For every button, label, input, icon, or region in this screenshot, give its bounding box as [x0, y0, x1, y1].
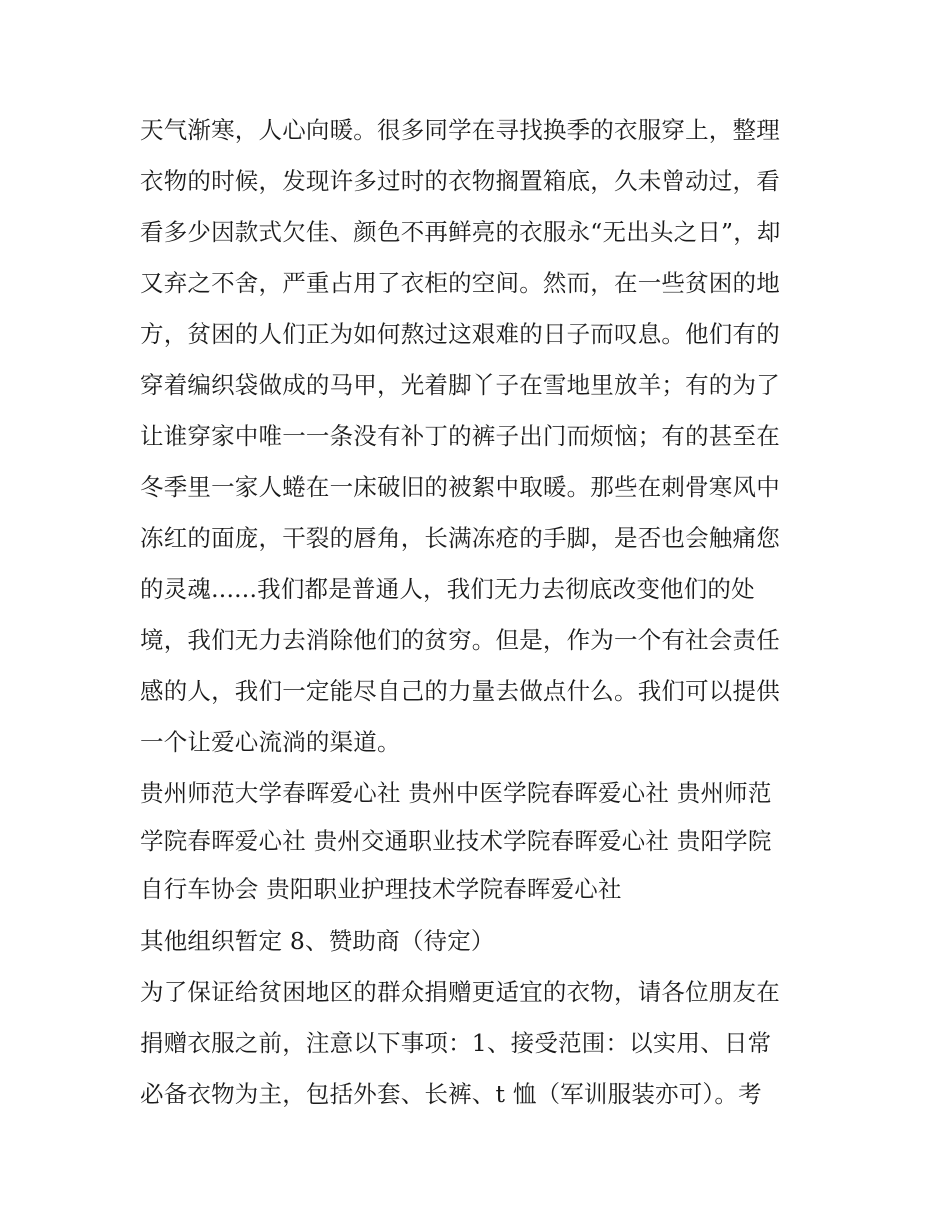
- paragraph-line: 天气渐寒，人心向暖。很多同学在寻找换季的衣服穿上，整理: [140, 116, 780, 144]
- paragraph-line: 冻红的面庞，干裂的唇角，长满冻疮的手脚，是否也会触痛您: [140, 524, 780, 552]
- organizations-line: 学院春晖爱心社 贵州交通职业技术学院春晖爱心社 贵阳学院: [140, 827, 772, 855]
- notice-line: 为了保证给贫困地区的群众捐赠更适宜的衣物，请各位朋友在: [140, 978, 780, 1006]
- paragraph-line: 衣物的时候，发现许多过时的衣物搁置箱底，久未曾动过，看: [140, 167, 780, 195]
- paragraph-line: 境，我们无力去消除他们的贫穷。但是，作为一个有社会责任: [140, 626, 780, 654]
- paragraph-line: 一个让爱心流淌的渠道。: [140, 728, 401, 756]
- organizations-line: 贵州师范大学春晖爱心社 贵州中医学院春晖爱心社 贵州师范: [140, 779, 772, 807]
- paragraph-line: 方，贫困的人们正为如何熬过这艰难的日子而叹息。他们有的: [140, 320, 780, 348]
- paragraph-line: 的灵魂......我们都是普通人，我们无力去彻底改变他们的处: [140, 575, 755, 603]
- paragraph-line: 穿着编织袋做成的马甲，光着脚丫子在雪地里放羊；有的为了: [140, 371, 780, 399]
- paragraph-line: 让谁穿家中唯一一条没有补丁的裤子出门而烦恼；有的甚至在: [140, 422, 780, 450]
- paragraph-line: 感的人，我们一定能尽自己的力量去做点什么。我们可以提供: [140, 677, 780, 705]
- paragraph-line: 看多少因款式欠佳、颜色不再鲜亮的衣服永“无出头之日”，却: [140, 218, 781, 246]
- notice-line: 捐赠衣服之前，注意以下事项：1、接受范围：以实用、日常: [140, 1029, 772, 1057]
- notice-line: 必备衣物为主，包括外套、长裤、t 恤（军训服装亦可）。考: [140, 1080, 762, 1108]
- paragraph-line: 冬季里一家人蜷在一床破旧的被絮中取暖。那些在刺骨寒风中: [140, 473, 780, 501]
- sponsor-line: 其他组织暂定 8、赞助商（待定）: [140, 927, 495, 955]
- organizations-line: 自行车协会 贵阳职业护理技术学院春晖爱心社: [140, 875, 622, 903]
- paragraph-line: 又弃之不舍，严重占用了衣柜的空间。然而，在一些贫困的地: [140, 269, 780, 297]
